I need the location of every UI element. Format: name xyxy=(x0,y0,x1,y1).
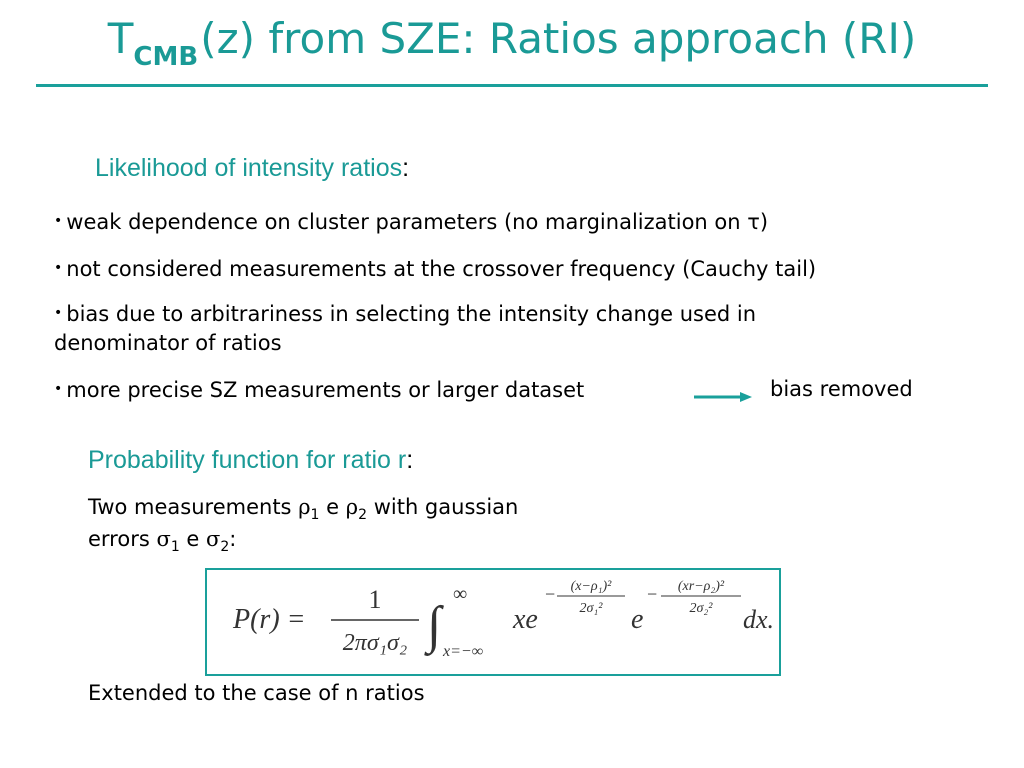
integral-sign: ∫ xyxy=(427,597,442,654)
exp1-denominator: 2σ₁² xyxy=(579,601,603,616)
section-heading-likelihood: Likelihood of intensity ratios: xyxy=(95,154,410,182)
slide-title: $T_{CMB}(z)$ from SZE: Ratios approach (RI) xyxy=(107,14,917,72)
bullet-item: • more precise SZ measurements or larger dataset xyxy=(54,378,585,402)
footer-text: Extended to the case of n ratios xyxy=(88,681,425,705)
bullet-item-continuation: denominator of ratios xyxy=(54,331,282,355)
exp1-numerator: (x−ρ₁)² xyxy=(570,579,612,594)
exp1-minus: − xyxy=(545,584,556,604)
formula-denominator: 2πσ₁σ₂ xyxy=(342,630,408,656)
integral-lower: x=−∞ xyxy=(443,643,484,660)
bullet-item: • weak dependence on cluster parameters (no marginalization on τ) xyxy=(54,210,769,234)
exp2-denominator: 2σ₂² xyxy=(689,601,713,616)
bullet-item: • bias due to arbitrariness in selecting the intensity change used in xyxy=(54,302,757,326)
formula-lhs: P(r) = xyxy=(233,604,306,635)
integral-upper: ∞ xyxy=(453,583,468,605)
formula-dx: dx. xyxy=(743,605,775,634)
section-heading-probability: Probability function for ratio r: xyxy=(88,446,414,474)
formula-numerator: 1 xyxy=(368,585,382,614)
formula-term1: xe xyxy=(513,604,538,635)
probability-formula xyxy=(207,570,779,674)
title-subscript: CMB xyxy=(133,42,199,72)
bullet-item: • not considered measurements at the crossover frequency (Cauchy tail) xyxy=(54,257,817,281)
title-underline xyxy=(36,84,988,87)
measurements-line: Two measurements $\rho_1$ e $\rho_2$ with gaussian xyxy=(88,495,519,524)
formula-box xyxy=(205,568,781,676)
exp2-minus: − xyxy=(647,584,658,604)
exp2-numerator: (xr−ρ₂)² xyxy=(677,579,725,594)
bias-removed-text: bias removed xyxy=(770,377,913,401)
arrow-right-icon xyxy=(694,392,752,402)
formula-term2: e xyxy=(631,604,644,635)
errors-line: errors $\sigma_1$ e $\sigma_2$: xyxy=(88,527,237,556)
